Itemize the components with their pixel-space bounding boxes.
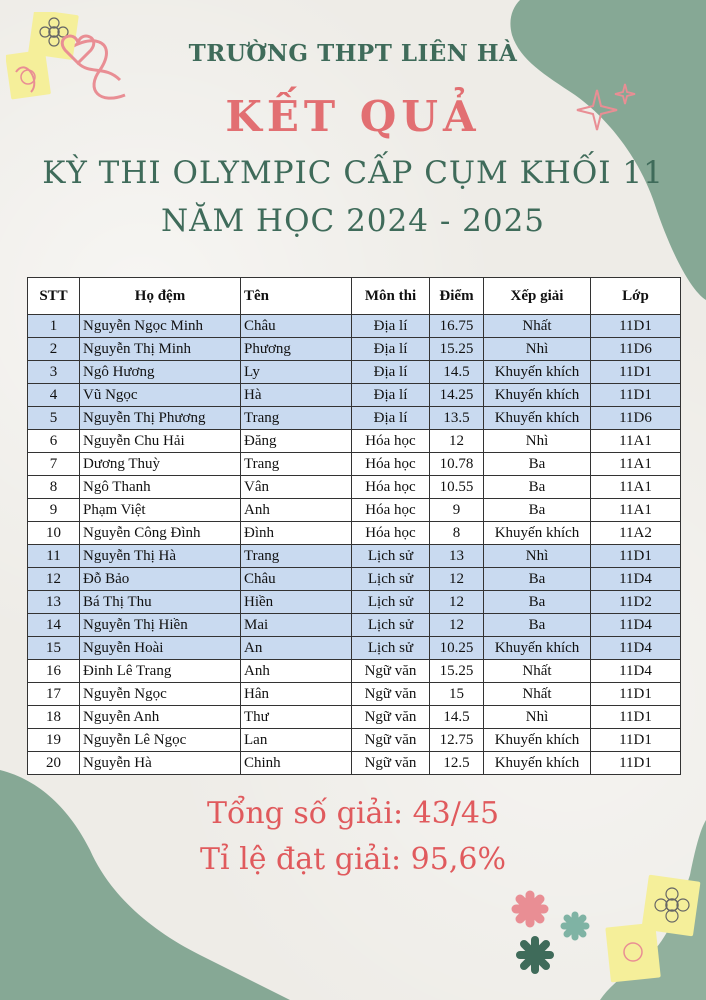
column-header-ten: Tên — [241, 278, 352, 315]
cell-xep-giai: Ba — [484, 453, 591, 476]
cell-mon-thi: Ngữ văn — [352, 752, 430, 775]
table-row — [28, 384, 681, 407]
cell-diem: 8 — [430, 522, 484, 545]
asterisk-flower-icon — [505, 885, 615, 985]
cell-ten: Anh — [241, 499, 352, 522]
cell-xep-giai: Ba — [484, 476, 591, 499]
total-awards: Tổng số giải: 43/45 — [206, 796, 500, 831]
cell-ten: Phương — [241, 338, 352, 361]
cell-mon-thi: Hóa học — [352, 499, 430, 522]
cell-stt: 14 — [28, 614, 80, 637]
table-row — [28, 499, 681, 522]
bottom-flower-sticker-icon — [600, 870, 706, 1000]
cell-xep-giai: Khuyến khích — [484, 752, 591, 775]
cell-diem: 13 — [430, 545, 484, 568]
school-name: TRƯỜNG THPT LIÊN HÀ — [188, 40, 518, 67]
cell-lop: 11D1 — [591, 729, 681, 752]
cell-ten: Châu — [241, 315, 352, 338]
cell-ten: Trang — [241, 453, 352, 476]
cell-stt: 1 — [28, 315, 80, 338]
cell-ten: Trang — [241, 407, 352, 430]
page-title: KẾT QUẢ — [225, 92, 481, 141]
cell-mon-thi: Lịch sử — [352, 545, 430, 568]
cell-xep-giai: Nhì — [484, 545, 591, 568]
column-header-lop: Lớp — [591, 278, 681, 315]
cell-ho-dem: Vũ Ngọc — [80, 384, 241, 407]
cell-lop: 11D1 — [591, 545, 681, 568]
cell-ten: Chinh — [241, 752, 352, 775]
cell-stt: 9 — [28, 499, 80, 522]
column-header-xep-giai: Xếp giải — [484, 278, 591, 315]
cell-xep-giai: Nhất — [484, 683, 591, 706]
cell-ten: Đăng — [241, 430, 352, 453]
cell-ho-dem: Ngô Hương — [80, 361, 241, 384]
cell-stt: 20 — [28, 752, 80, 775]
cell-stt: 4 — [28, 384, 80, 407]
cell-stt: 11 — [28, 545, 80, 568]
cell-xep-giai: Ba — [484, 591, 591, 614]
cell-diem: 14.25 — [430, 384, 484, 407]
cell-xep-giai: Ba — [484, 499, 591, 522]
table-row — [28, 407, 681, 430]
cell-mon-thi: Ngữ văn — [352, 706, 430, 729]
cell-mon-thi: Lịch sử — [352, 614, 430, 637]
cell-ten: Thư — [241, 706, 352, 729]
cell-ten: Hiền — [241, 591, 352, 614]
cell-mon-thi: Ngữ văn — [352, 729, 430, 752]
cell-ho-dem: Nguyễn Anh — [80, 706, 241, 729]
cell-lop: 11D1 — [591, 384, 681, 407]
cell-diem: 16.75 — [430, 315, 484, 338]
column-header-ho-dem: Họ đệm — [80, 278, 241, 315]
cell-ten: Vân — [241, 476, 352, 499]
table-row — [28, 338, 681, 361]
cell-xep-giai: Khuyến khích — [484, 729, 591, 752]
cell-ho-dem: Phạm Việt — [80, 499, 241, 522]
cell-diem: 12 — [430, 614, 484, 637]
cell-lop: 11D1 — [591, 706, 681, 729]
table-row — [28, 637, 681, 660]
cell-stt: 12 — [28, 568, 80, 591]
cell-xep-giai: Nhì — [484, 706, 591, 729]
cell-stt: 15 — [28, 637, 80, 660]
cell-diem: 12 — [430, 568, 484, 591]
table-row — [28, 545, 681, 568]
cell-mon-thi: Ngữ văn — [352, 660, 430, 683]
cell-mon-thi: Hóa học — [352, 522, 430, 545]
cell-stt: 2 — [28, 338, 80, 361]
cell-mon-thi: Hóa học — [352, 430, 430, 453]
cell-lop: 11D1 — [591, 752, 681, 775]
cell-diem: 12 — [430, 591, 484, 614]
cell-ho-dem: Nguyễn Ngọc — [80, 683, 241, 706]
table-row — [28, 568, 681, 591]
table-row — [28, 752, 681, 775]
award-rate: Tỉ lệ đạt giải: 95,6% — [200, 842, 506, 877]
cell-lop: 11A1 — [591, 499, 681, 522]
cell-mon-thi: Địa lí — [352, 338, 430, 361]
table-row — [28, 660, 681, 683]
table-row — [28, 453, 681, 476]
table-row — [28, 614, 681, 637]
table-row — [28, 522, 681, 545]
cell-ten: Ly — [241, 361, 352, 384]
cell-stt: 19 — [28, 729, 80, 752]
table-body — [28, 315, 681, 775]
exam-name: KỲ THI OLYMPIC CẤP CỤM KHỐI 11 — [42, 155, 664, 191]
cell-lop: 11D4 — [591, 568, 681, 591]
cell-ho-dem: Nguyễn Hà — [80, 752, 241, 775]
cell-diem: 9 — [430, 499, 484, 522]
cell-stt: 18 — [28, 706, 80, 729]
results-table — [27, 277, 681, 775]
cell-ten: Anh — [241, 660, 352, 683]
cell-xep-giai: Nhì — [484, 338, 591, 361]
cell-ten: Trang — [241, 545, 352, 568]
cell-xep-giai: Khuyến khích — [484, 407, 591, 430]
cell-diem: 12.5 — [430, 752, 484, 775]
cell-diem: 14.5 — [430, 706, 484, 729]
cell-ho-dem: Đinh Lê Trang — [80, 660, 241, 683]
cell-diem: 15 — [430, 683, 484, 706]
cell-ten: Đình — [241, 522, 352, 545]
cell-stt: 6 — [28, 430, 80, 453]
table-row — [28, 683, 681, 706]
cell-xep-giai: Khuyến khích — [484, 522, 591, 545]
cell-ten: Mai — [241, 614, 352, 637]
table-row — [28, 315, 681, 338]
cell-diem: 10.78 — [430, 453, 484, 476]
cell-diem: 10.55 — [430, 476, 484, 499]
column-header-stt: STT — [28, 278, 80, 315]
cell-xep-giai: Khuyến khích — [484, 384, 591, 407]
cell-mon-thi: Lịch sử — [352, 568, 430, 591]
cell-ho-dem: Nguyễn Thị Hà — [80, 545, 241, 568]
cell-stt: 13 — [28, 591, 80, 614]
cell-lop: 11A1 — [591, 453, 681, 476]
cell-lop: 11D4 — [591, 637, 681, 660]
cell-diem: 12 — [430, 430, 484, 453]
table-row — [28, 729, 681, 752]
cell-ten: Lan — [241, 729, 352, 752]
cell-lop: 11D4 — [591, 614, 681, 637]
cell-stt: 16 — [28, 660, 80, 683]
cell-stt: 5 — [28, 407, 80, 430]
cell-lop: 11D6 — [591, 338, 681, 361]
cell-lop: 11A1 — [591, 430, 681, 453]
cell-ho-dem: Nguyễn Hoài — [80, 637, 241, 660]
cell-lop: 11D1 — [591, 683, 681, 706]
column-header-diem: Điểm — [430, 278, 484, 315]
cell-diem: 14.5 — [430, 361, 484, 384]
table-header-row — [28, 278, 681, 315]
cell-mon-thi: Lịch sử — [352, 637, 430, 660]
school-year: NĂM HỌC 2024 - 2025 — [160, 203, 546, 239]
cell-ho-dem: Nguyễn Thị Phương — [80, 407, 241, 430]
cell-ho-dem: Nguyễn Chu Hải — [80, 430, 241, 453]
cell-mon-thi: Hóa học — [352, 453, 430, 476]
cell-mon-thi: Lịch sử — [352, 591, 430, 614]
cell-diem: 12.75 — [430, 729, 484, 752]
cell-ho-dem: Bá Thị Thu — [80, 591, 241, 614]
cell-ho-dem: Nguyễn Công Đình — [80, 522, 241, 545]
table-row — [28, 706, 681, 729]
cell-xep-giai: Khuyến khích — [484, 637, 591, 660]
cell-diem: 15.25 — [430, 660, 484, 683]
cell-ten: Hân — [241, 683, 352, 706]
cell-ten: Châu — [241, 568, 352, 591]
cell-xep-giai: Khuyến khích — [484, 361, 591, 384]
cell-mon-thi: Địa lí — [352, 407, 430, 430]
cell-lop: 11D4 — [591, 660, 681, 683]
cell-lop: 11D1 — [591, 315, 681, 338]
cell-ho-dem: Nguyễn Thị Hiền — [80, 614, 241, 637]
cell-ho-dem: Nguyễn Lê Ngọc — [80, 729, 241, 752]
cell-mon-thi: Địa lí — [352, 384, 430, 407]
cell-xep-giai: Ba — [484, 614, 591, 637]
cell-diem: 13.5 — [430, 407, 484, 430]
cell-mon-thi: Ngữ văn — [352, 683, 430, 706]
cell-diem: 15.25 — [430, 338, 484, 361]
column-header-mon-thi: Môn thi — [352, 278, 430, 315]
cell-stt: 7 — [28, 453, 80, 476]
cell-ho-dem: Dương Thuỳ — [80, 453, 241, 476]
cell-mon-thi: Địa lí — [352, 361, 430, 384]
cell-stt: 10 — [28, 522, 80, 545]
cell-lop: 11A1 — [591, 476, 681, 499]
cell-ho-dem: Đỗ Bảo — [80, 568, 241, 591]
cell-ho-dem: Ngô Thanh — [80, 476, 241, 499]
table-row — [28, 476, 681, 499]
cell-xep-giai: Ba — [484, 568, 591, 591]
cell-mon-thi: Hóa học — [352, 476, 430, 499]
cell-diem: 10.25 — [430, 637, 484, 660]
table-row — [28, 361, 681, 384]
cell-xep-giai: Nhất — [484, 660, 591, 683]
table-row — [28, 591, 681, 614]
cell-xep-giai: Nhất — [484, 315, 591, 338]
table-row — [28, 430, 681, 453]
cell-stt: 3 — [28, 361, 80, 384]
cell-stt: 8 — [28, 476, 80, 499]
cell-lop: 11D1 — [591, 361, 681, 384]
cell-ten: An — [241, 637, 352, 660]
cell-ten: Hà — [241, 384, 352, 407]
cell-ho-dem: Nguyễn Ngọc Minh — [80, 315, 241, 338]
cell-ho-dem: Nguyễn Thị Minh — [80, 338, 241, 361]
cell-xep-giai: Nhì — [484, 430, 591, 453]
cell-lop: 11D2 — [591, 591, 681, 614]
cell-stt: 17 — [28, 683, 80, 706]
cell-lop: 11A2 — [591, 522, 681, 545]
cell-mon-thi: Địa lí — [352, 315, 430, 338]
cell-lop: 11D6 — [591, 407, 681, 430]
